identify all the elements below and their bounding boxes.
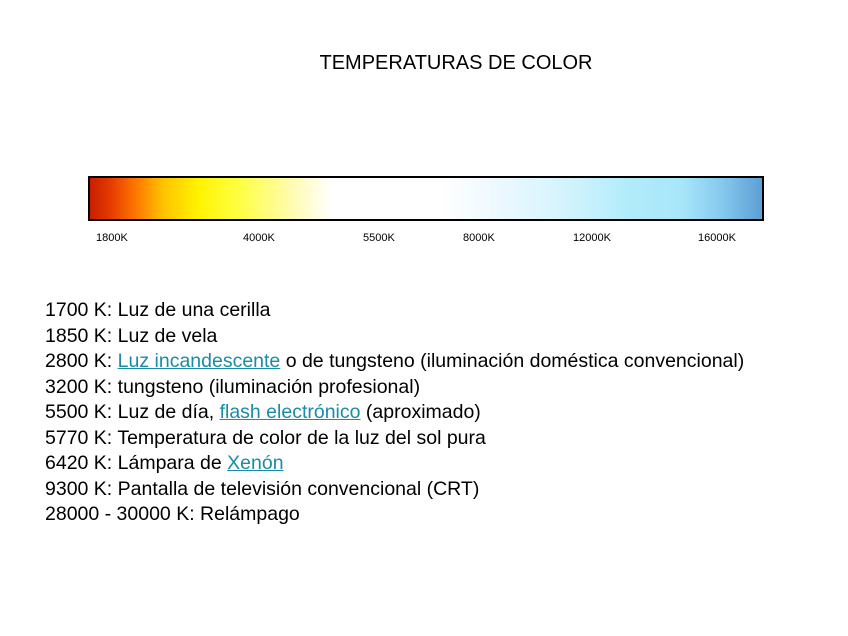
list-item	[45, 324, 744, 350]
item-description: o de tungsteno (iluminación doméstica convencional)	[285, 350, 745, 372]
list-item	[45, 451, 744, 477]
item-description: Luz de vela	[117, 324, 218, 347]
temperature-value: 28000 - 30000 K:	[45, 503, 195, 525]
item-description: Luz de día,	[117, 401, 215, 423]
list-item	[45, 400, 744, 426]
page-title: TEMPERATURAS DE COLOR	[319, 52, 593, 74]
color-temperature-list	[45, 298, 744, 528]
temperature-value: 3200 K:	[45, 375, 113, 398]
item-description: Pantalla de televisión convencional (CRT)	[117, 477, 480, 500]
temperature-value: 5770 K:	[45, 426, 113, 449]
spectrum-tick-label: 8000K	[463, 232, 495, 244]
color-temperature-spectrum-bar	[88, 176, 764, 221]
item-description: Luz de una cerilla	[117, 299, 271, 321]
spectrum-tick-label: 5500K	[363, 232, 395, 244]
spectrum-tick-label: 1800K	[96, 232, 128, 244]
link-luz-incandescente[interactable]: Luz incandescente	[117, 350, 281, 372]
temperature-value: 5500 K:	[45, 401, 113, 423]
item-description: Relámpago	[200, 503, 300, 525]
item-description: Temperatura de color de la luz del sol pura	[117, 426, 486, 449]
item-description: tungsteno (iluminación profesional)	[117, 375, 421, 398]
list-item	[45, 502, 744, 528]
spectrum-tick-label: 16000K	[698, 232, 736, 244]
list-item	[45, 349, 744, 375]
temperature-value: 2800 K:	[45, 350, 113, 372]
spectrum-tick-label: 12000K	[573, 232, 611, 244]
spectrum-tick-label: 4000K	[243, 232, 275, 244]
temperature-value: 6420 K:	[45, 452, 113, 474]
list-item	[45, 477, 744, 503]
list-item	[45, 375, 744, 401]
item-description: (aproximado)	[365, 401, 481, 423]
link-xenon[interactable]: Xenón	[227, 452, 284, 474]
temperature-value: 9300 K:	[45, 477, 113, 500]
temperature-value: 1850 K:	[45, 324, 113, 347]
list-item	[45, 426, 744, 452]
list-item	[45, 298, 744, 324]
link-flash-electronico[interactable]: flash electrónico	[219, 401, 361, 423]
temperature-value: 1700 K:	[45, 299, 113, 321]
item-description: Lámpara de	[117, 452, 222, 474]
